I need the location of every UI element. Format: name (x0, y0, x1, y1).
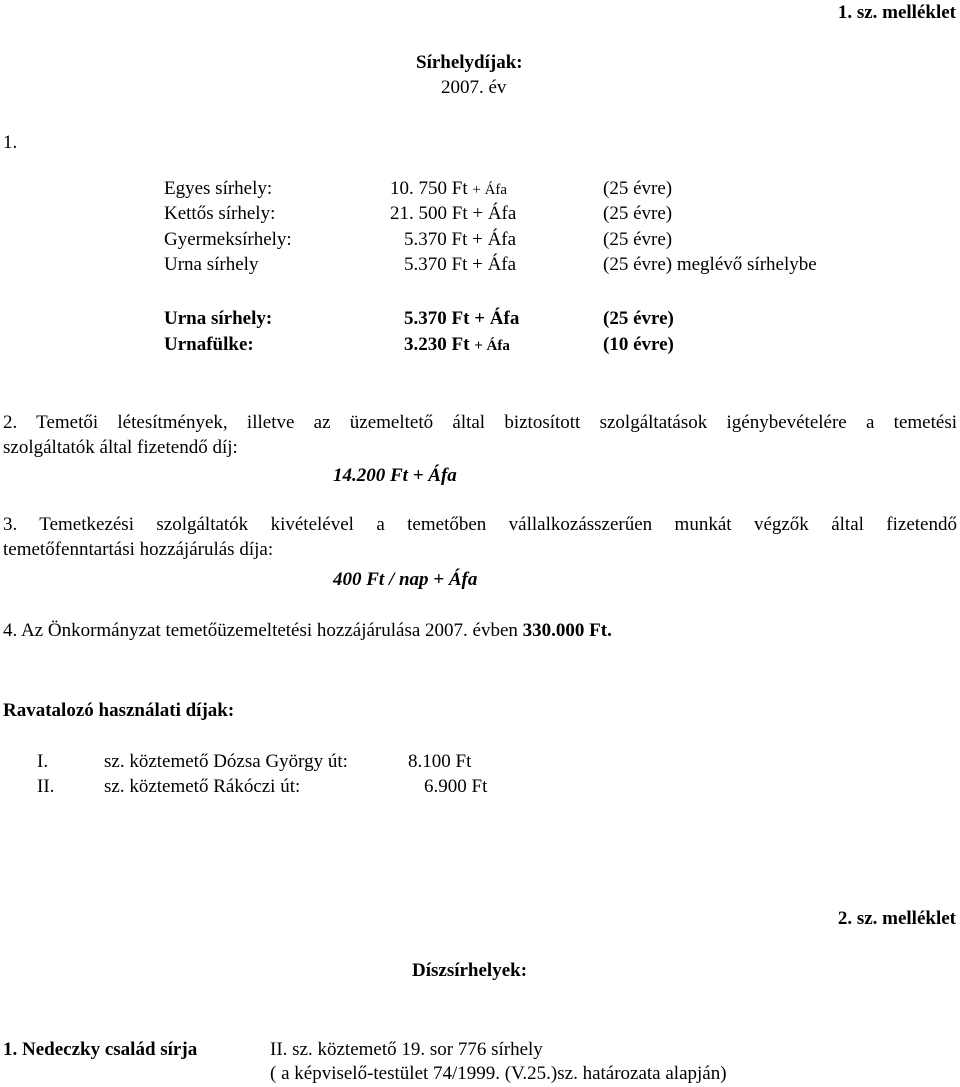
fee-amount: 10. 750 Ft + Áfa (390, 178, 508, 199)
fee-amount: 3.230 Ft + Áfa (404, 334, 510, 355)
annex-2-entry-note: ( a képviselő-testület 74/1999. (V.25.)sz. határozata alapján) (270, 1063, 727, 1084)
fee-amount: 5.370 Ft + Áfa (404, 308, 520, 329)
year-label: 2007. év (441, 77, 507, 98)
fee-period: (10 évre) (603, 334, 674, 355)
fee-name: Gyermeksírhely: (164, 229, 292, 250)
section-2-text (3, 412, 957, 460)
section-2-line-1: 2. Temetői létesítmények, illetve az üzemeltető által biztosított szolgáltatások igénybevételére a temetési (3, 412, 957, 433)
fee-period: (25 évre) (603, 178, 673, 199)
fee-period: (25 évre) meglévő sírhelybe (603, 254, 817, 275)
section-3-line-2: temetőfenntartási hozzájárulás díja: (3, 538, 274, 560)
annex-2-title: Díszsírhelyek: (412, 960, 528, 981)
section-4-amount: 330.000 Ft. (522, 620, 612, 641)
fee-period: (25 évre) (603, 229, 673, 250)
mortuary-title: Ravatalozó használati díjak: (3, 700, 235, 721)
fee-name: Kettős sírhely: (164, 203, 276, 224)
annex-2-label: 2. sz. melléklet (837, 908, 956, 929)
annex-1-label: 1. sz. melléklet (837, 2, 956, 23)
fee-name: Urna sírhely: (164, 308, 273, 329)
page-title: Sírhelydíjak: (416, 52, 523, 73)
annex-2-entry-location: II. sz. köztemető 19. sor 776 sírhely (270, 1039, 543, 1060)
fee-name: Egyes sírhely: (164, 178, 273, 199)
section-3-text (3, 514, 957, 562)
section-1-number: 1. (3, 132, 18, 153)
section-2-line-2: szolgáltatók által fizetendő díj: (3, 436, 238, 458)
section-4-text: 4. Az Önkormányzat temetőüzemeltetési hozzájárulása 2007. évben 330.000 Ft. (3, 620, 612, 641)
fee-name: Urna sírhely (164, 254, 259, 275)
section-3-line-1: 3. Temetkezési szolgáltatók kivételével a temetőben vállalkozásszerűen munkát végzők által fizetendő (3, 514, 957, 535)
fee-amount: 5.370 Ft + Áfa (404, 254, 517, 275)
fee-amount: 21. 500 Ft + Áfa (390, 203, 517, 224)
fee-period: (25 évre) (603, 308, 674, 329)
mortuary-fee: 8.100 Ft (408, 751, 472, 772)
fee-amount: 5.370 Ft + Áfa (404, 229, 517, 250)
section-2-amount: 14.200 Ft + Áfa (333, 465, 457, 486)
mortuary-num: II. (37, 776, 55, 797)
mortuary-place: sz. köztemető Dózsa György út: (104, 751, 348, 772)
mortuary-place: sz. köztemető Rákóczi út: (104, 776, 301, 797)
fee-name: Urnafülke: (164, 334, 254, 355)
mortuary-num: I. (37, 751, 49, 772)
section-3-amount: 400 Ft / nap + Áfa (333, 569, 478, 590)
fee-period: (25 évre) (603, 203, 673, 224)
annex-2-entry-name: 1. Nedeczky család sírja (3, 1039, 198, 1060)
mortuary-fee: 6.900 Ft (424, 776, 488, 797)
